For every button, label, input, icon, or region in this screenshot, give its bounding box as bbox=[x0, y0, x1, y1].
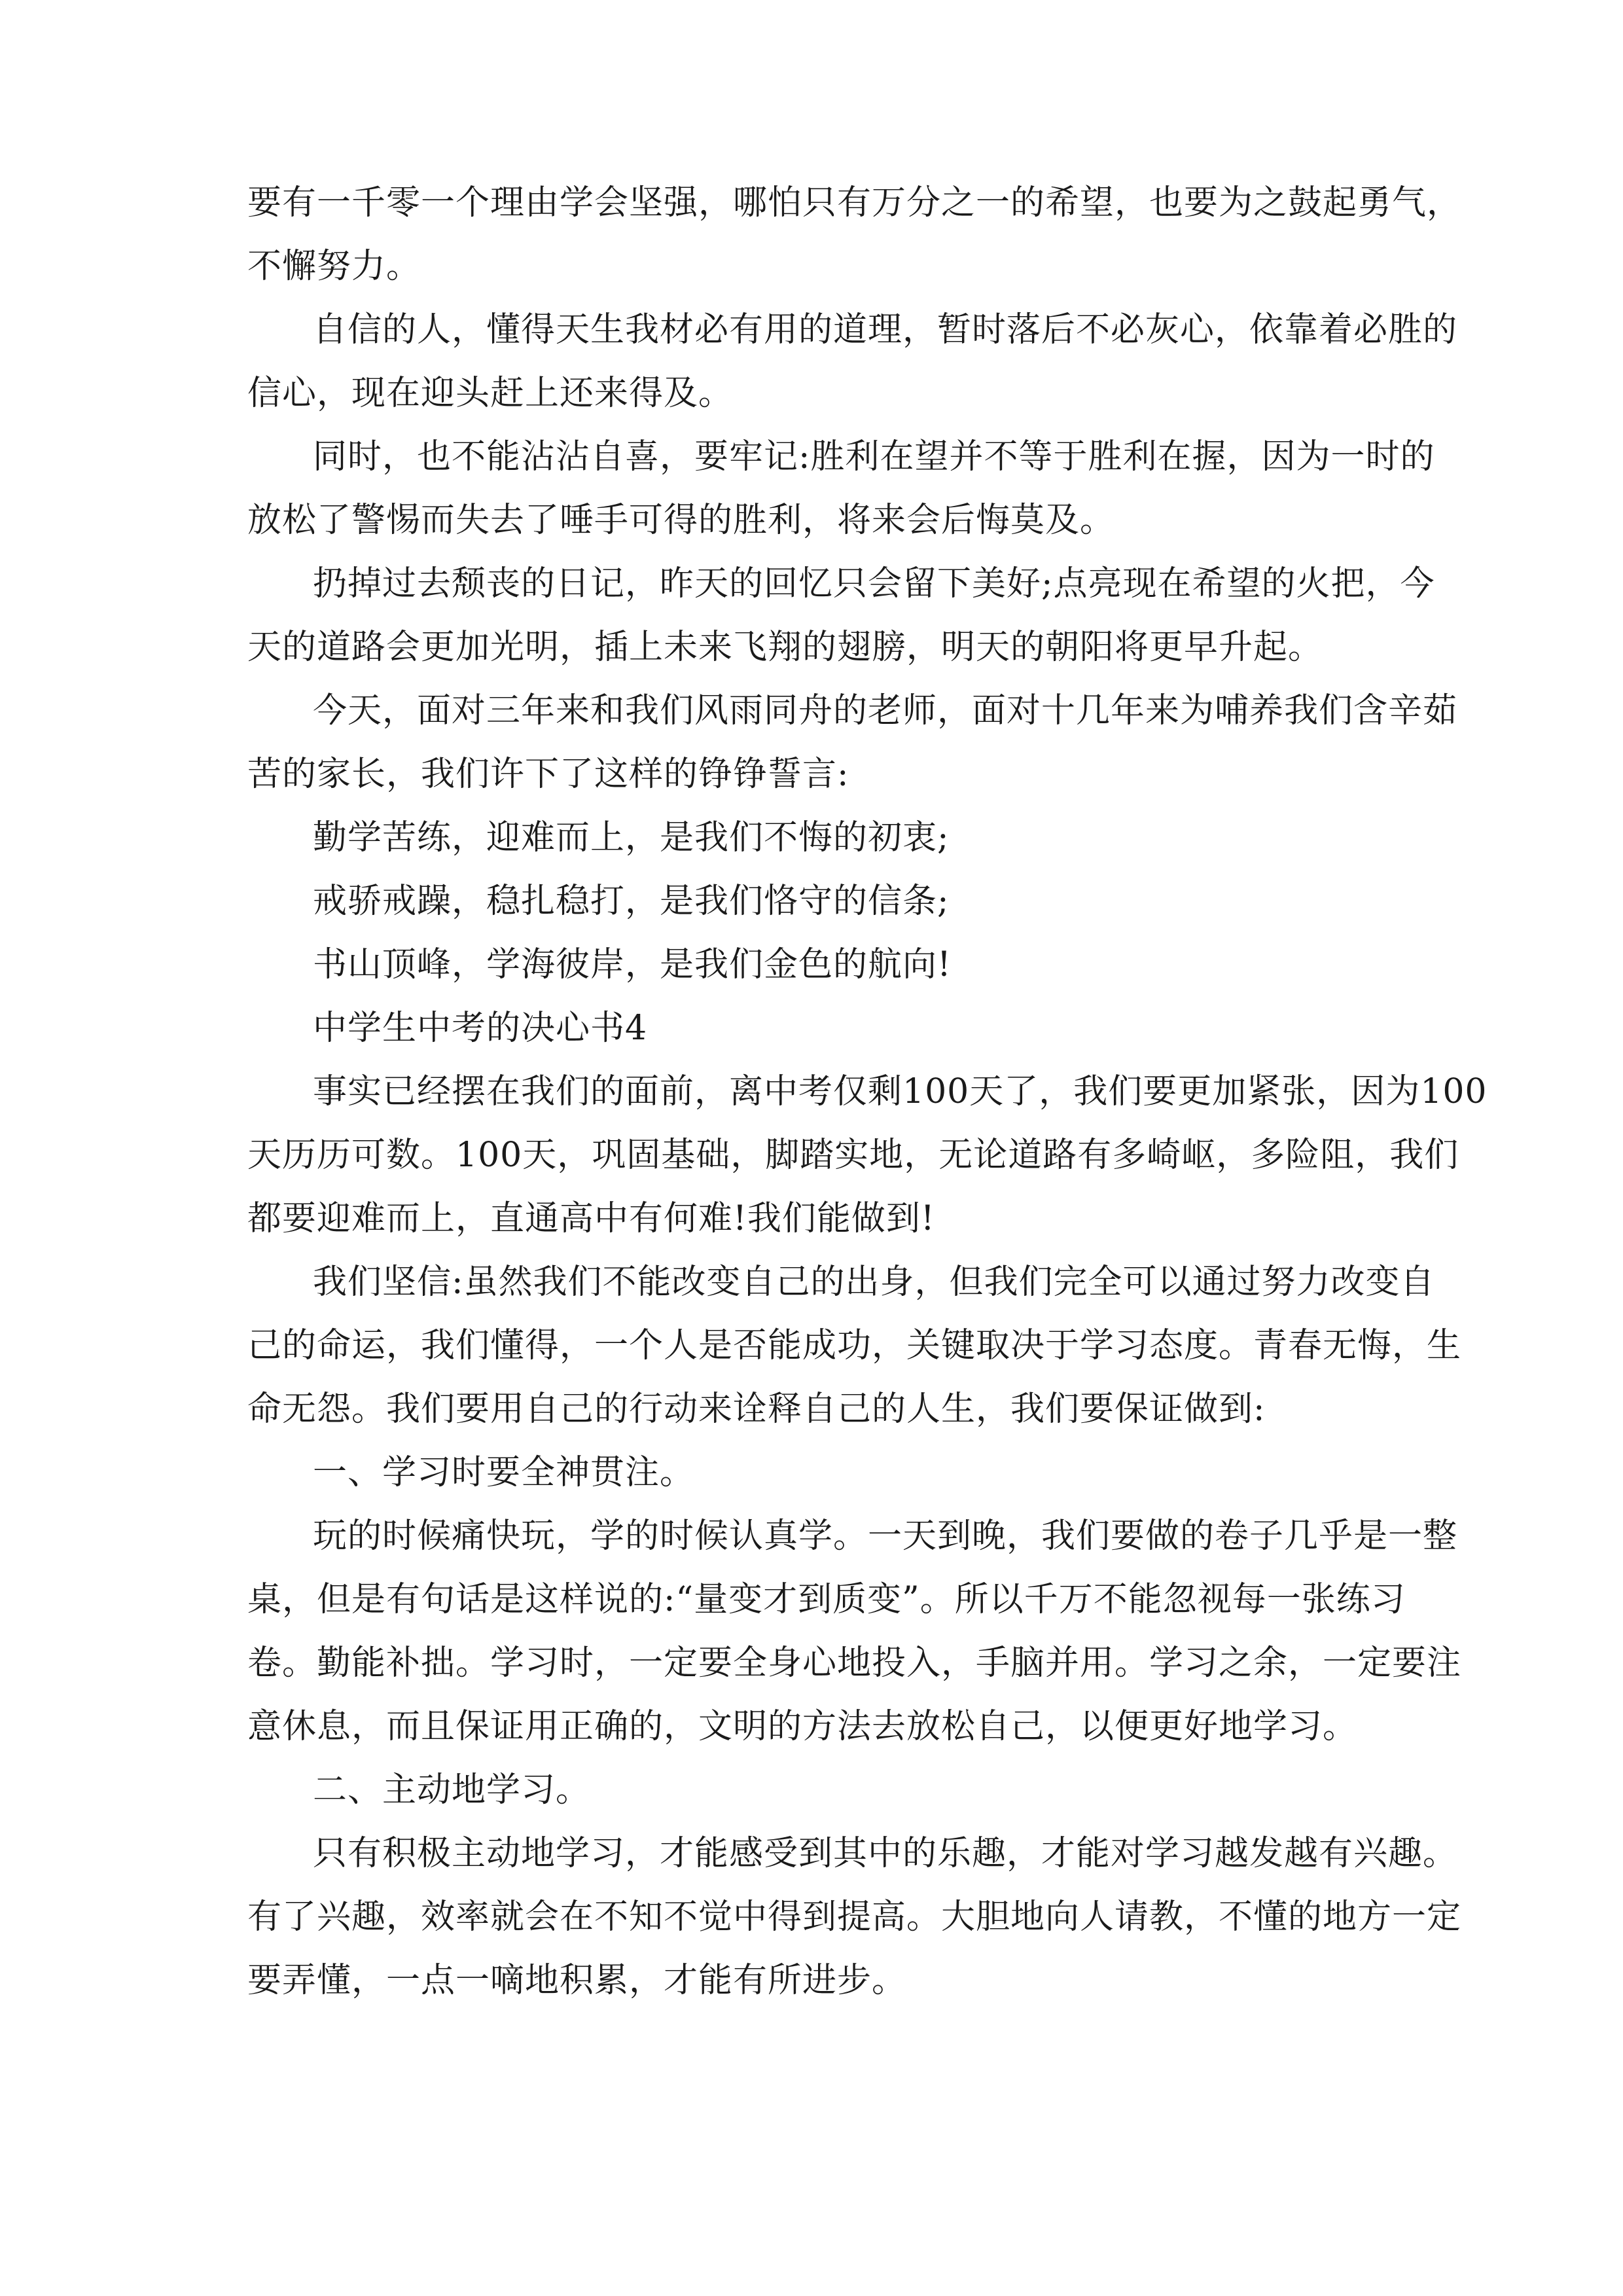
text-line: 桌，但是有句话是这样说的:“量变才到质变”。所以千万不能忽视每一张练习 bbox=[247, 1580, 1406, 1619]
text-line: 要弄懂，一点一嘀地积累，才能有所进步。 bbox=[247, 1961, 907, 2000]
text-line: 都要迎难而上，直通高中有何难!我们能做到! bbox=[247, 1199, 935, 1238]
text-line: 书山顶峰，学海彼岸，是我们金色的航向! bbox=[313, 945, 952, 984]
text-line: 信心，现在迎头赶上还来得及。 bbox=[247, 374, 734, 413]
text-line: 意休息，而且保证用正确的，文明的方法去放松自己，以便更好地学习。 bbox=[247, 1707, 1358, 1746]
text-line: 天的道路会更加光明，插上未来飞翔的翅膀，明天的朝阳将更早升起。 bbox=[247, 628, 1323, 667]
text-line: 一、学习时要全神贯注。 bbox=[313, 1453, 695, 1492]
text-line: 玩的时候痛快玩，学的时候认真学。一天到晚，我们要做的卷子几乎是一整 bbox=[313, 1516, 1458, 1556]
text-line: 苦的家长，我们许下了这样的铮铮誓言: bbox=[247, 755, 849, 794]
text-line: 卷。勤能补拙。学习时，一定要全身心地投入，手脑并用。学习之余，一定要注 bbox=[247, 1643, 1462, 1683]
text-line: 不懈努力。 bbox=[247, 247, 421, 286]
text-line: 天历历可数。100天，巩固基础，脚踏实地，无论道路有多崎岖，多险阻，我们 bbox=[247, 1136, 1459, 1175]
text-line: 只有积极主动地学习，才能感受到其中的乐趣，才能对学习越发越有兴趣。 bbox=[313, 1834, 1458, 1873]
text-line: 我们坚信:虽然我们不能改变自己的出身，但我们完全可以通过努力改变自 bbox=[313, 1263, 1435, 1302]
text-line: 二、主动地学习。 bbox=[313, 1770, 591, 1810]
text-line: 中学生中考的决心书4 bbox=[313, 1009, 648, 1048]
text-line: 要有一千零一个理由学会坚强，哪怕只有万分之一的希望，也要为之鼓起勇气， bbox=[247, 183, 1462, 223]
text-line: 自信的人，懂得天生我材必有用的道理，暂时落后不必灰心，依靠着必胜的 bbox=[313, 310, 1458, 350]
document-page bbox=[247, 171, 1488, 2013]
text-line: 放松了警惕而失去了唾手可得的胜利，将来会后悔莫及。 bbox=[247, 501, 1115, 540]
text-line: 扔掉过去颓丧的日记，昨天的回忆只会留下美好;点亮现在希望的火把，今 bbox=[313, 564, 1435, 603]
text-line: 命无怨。我们要用自己的行动来诠释自己的人生，我们要保证做到: bbox=[247, 1390, 1266, 1429]
text-line: 事实已经摆在我们的面前，离中考仅剩100天了，我们要更加紧张，因为100 bbox=[313, 1072, 1488, 1111]
text-line: 己的命运，我们懂得，一个人是否能成功，关键取决于学习态度。青春无悔，生 bbox=[247, 1326, 1462, 1365]
text-line: 勤学苦练，迎难而上，是我们不悔的初衷; bbox=[313, 818, 950, 857]
text-line: 同时，也不能沾沾自喜，要牢记:胜利在望并不等于胜利在握，因为一时的 bbox=[313, 437, 1435, 476]
text-line: 今天，面对三年来和我们风雨同舟的老师，面对十几年来为哺养我们含辛茹 bbox=[313, 691, 1458, 730]
text-line: 有了兴趣，效率就会在不知不觉中得到提高。大胆地向人请教，不懂的地方一定 bbox=[247, 1897, 1462, 1937]
text-line: 戒骄戒躁，稳扎稳打，是我们恪守的信条; bbox=[313, 882, 950, 921]
